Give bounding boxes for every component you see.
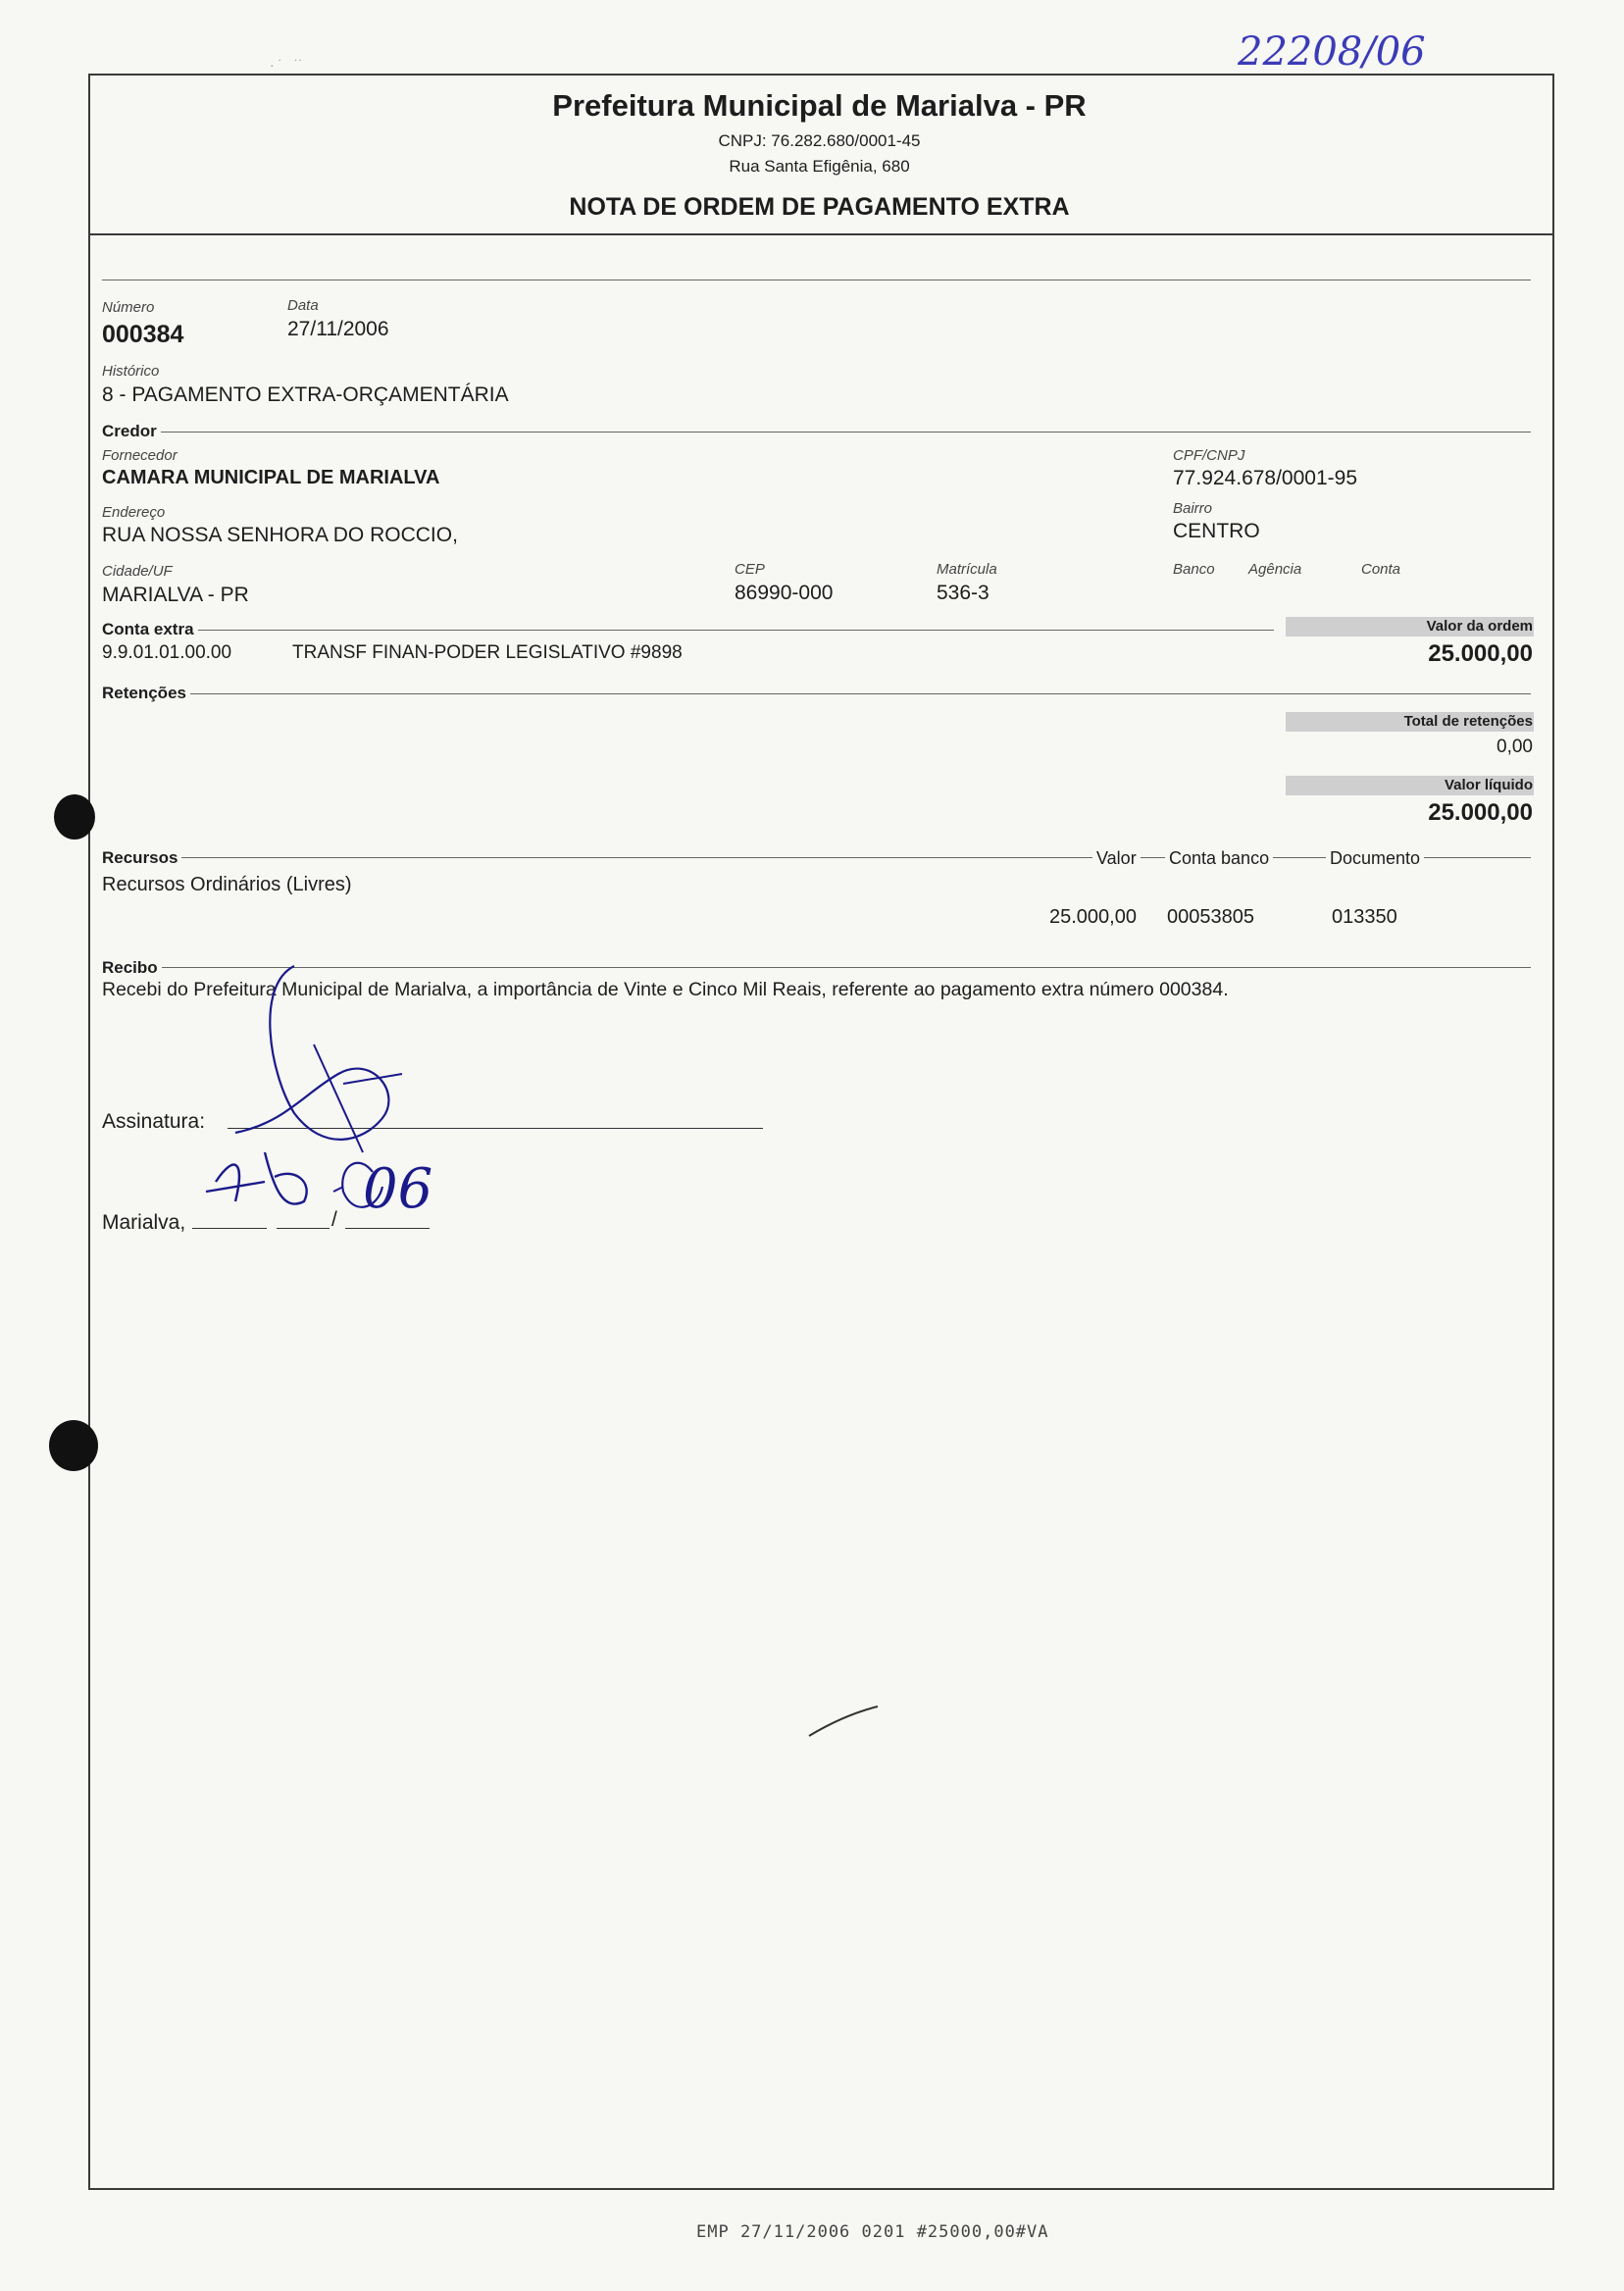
data-label: Data — [287, 297, 319, 314]
handwritten-protocol-number: 22208/06 — [1238, 29, 1426, 75]
conta-extra-rule — [102, 630, 1274, 631]
recurso-name: Recursos Ordinários (Livres) — [102, 874, 352, 895]
retencoes-heading: Retenções — [102, 684, 190, 703]
municipality-address: Rua Santa Efigênia, 680 — [729, 157, 910, 176]
bairro-value: CENTRO — [1173, 520, 1260, 542]
endereco-label: Endereço — [102, 504, 166, 521]
recibo-text: Recebi do Prefeitura Municipal de Marialva, a importância de Vinte e Cinco Mil Reais, referente ao pagamento extra número 000384. — [102, 979, 1229, 1000]
recursos-valor-heading: Valor — [1092, 848, 1141, 869]
punch-hole-top — [54, 794, 95, 840]
fornecedor-label: Fornecedor — [102, 447, 178, 464]
recursos-documento-heading: Documento — [1326, 848, 1424, 869]
endereco-value: RUA NOSSA SENHORA DO ROCCIO, — [102, 524, 458, 546]
document-title: NOTA DE ORDEM DE PAGAMENTO EXTRA — [569, 193, 1070, 221]
recurso-valor: 25.000,00 — [1049, 906, 1137, 928]
fornecedor-value: CAMARA MUNICIPAL DE MARIALVA — [102, 467, 440, 488]
valor-ordem-value: 25.000,00 — [1428, 640, 1533, 667]
recurso-conta-banco: 00053805 — [1167, 906, 1254, 928]
cep-value: 86990-000 — [735, 582, 834, 604]
banco-label: Banco — [1173, 561, 1215, 578]
historico-label: Histórico — [102, 363, 160, 380]
conta-label: Conta — [1361, 561, 1401, 578]
cidade-uf-value: MARIALVA - PR — [102, 584, 249, 606]
cep-label: CEP — [735, 561, 765, 578]
punch-hole-bottom — [49, 1420, 98, 1471]
credor-heading: Credor — [102, 422, 161, 441]
data-value: 27/11/2006 — [287, 318, 389, 340]
conta-extra-code: 9.9.01.01.00.00 — [102, 642, 232, 663]
bairro-label: Bairro — [1173, 500, 1213, 517]
cpf-cnpj-label: CPF/CNPJ — [1173, 447, 1245, 464]
header-divider — [88, 233, 1552, 235]
pen-mark — [804, 1702, 883, 1741]
valor-ordem-label: Valor da ordem — [1426, 618, 1533, 635]
agencia-label: Agência — [1248, 561, 1302, 578]
cpf-cnpj-value: 77.924.678/0001-95 — [1173, 467, 1358, 489]
matricula-value: 536-3 — [937, 582, 990, 604]
recurso-documento: 013350 — [1332, 906, 1397, 928]
municipality-cnpj: CNPJ: 76.282.680/0001-45 — [718, 131, 921, 150]
credor-rule — [102, 432, 1531, 433]
assinatura-label: Assinatura: — [102, 1110, 206, 1133]
marialva-label: Marialva, — [102, 1211, 186, 1234]
matricula-label: Matrícula — [937, 561, 997, 578]
handwritten-year: 06 — [363, 1157, 433, 1221]
cidade-uf-label: Cidade/UF — [102, 563, 173, 580]
total-retencoes-value: 0,00 — [1497, 737, 1533, 757]
retencoes-rule — [102, 693, 1531, 694]
numero-value: 000384 — [102, 321, 184, 348]
date-separator: / — [331, 1208, 337, 1231]
recursos-conta-banco-heading: Conta banco — [1165, 848, 1273, 869]
valor-liquido-label: Valor líquido — [1444, 777, 1533, 793]
recibo-heading: Recibo — [102, 958, 162, 978]
historico-value: 8 - PAGAMENTO EXTRA-ORÇAMENTÁRIA — [102, 383, 509, 406]
conta-extra-description: TRANSF FINAN-PODER LEGISLATIVO #9898 — [292, 642, 683, 663]
total-retencoes-label: Total de retenções — [1403, 713, 1533, 730]
numero-label: Número — [102, 299, 155, 316]
scan-speck: · ˙ ˙˙ — [270, 57, 304, 73]
conta-extra-heading: Conta extra — [102, 620, 198, 639]
recursos-heading: Recursos — [102, 848, 181, 868]
valor-liquido-value: 25.000,00 — [1428, 799, 1533, 826]
municipality-title: Prefeitura Municipal de Marialva - PR — [552, 88, 1087, 123]
bank-stamp: EMP 27/11/2006 0201 #25000,00#VA — [696, 2222, 1049, 2242]
recursos-rule — [102, 857, 1531, 858]
